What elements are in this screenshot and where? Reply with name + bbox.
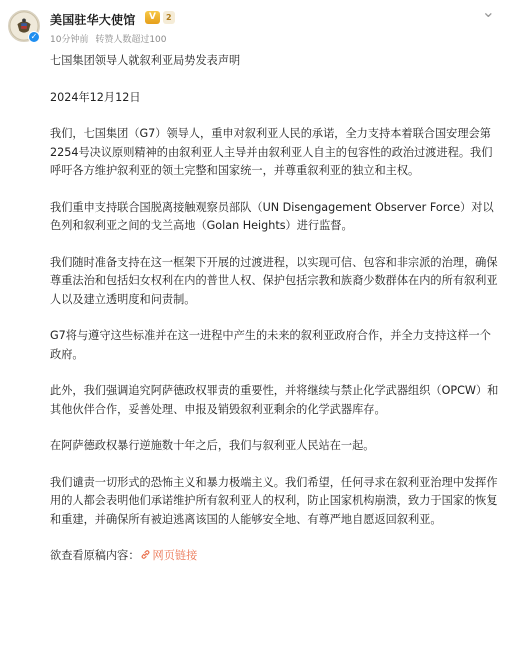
paragraph: 我们重申支持联合国脱离接触观察员部队（UN Disengagement Observer Force）对以色列和叙利亚之间的戈兰高地（Golan Heights）进行监督。: [50, 200, 494, 232]
user-badge[interactable]: [145, 11, 175, 24]
post-date: 2024年12月12日: [50, 90, 141, 104]
paragraph: 我们，七国集团（G7）领导人，重申对叙利亚人民的承诺，全力支持本着联合国安理会第2254号决议原则精神的由叙利亚人主导并由叙利亚人自主的包容性的政治过渡进程。我们呼吁各方维护叙利亚的领土完整和国家统一，并尊重叙利亚的独立和主权。: [50, 127, 493, 177]
paragraph: 我们谴责一切形式的恐怖主义和暴力极端主义。我们希望，任何寻求在叙利亚治理中发挥作用的人都会表明他们承诺维护所有叙利亚人的权利，防止国家机构崩溃，致力于国家的恢复和重建，并确保所有被迫逃离该国的人能够安全地、有尊严地自愿返回叙利亚。: [50, 475, 498, 526]
post-title: 七国集团领导人就叙利亚局势发表声明: [50, 54, 241, 67]
post-content: [50, 52, 500, 566]
post-header: [0, 0, 507, 60]
post-time[interactable]: 10分钟前: [50, 35, 89, 45]
link-icon: [140, 549, 151, 560]
source-line: [50, 547, 500, 566]
verified-icon: ✓: [28, 31, 40, 43]
post-meta: [50, 32, 171, 45]
paragraph: 我们随时准备支持在这一框架下开展的过渡进程，以实现可信、包容和非宗派的治理，确保尊重法治和包括妇女权利在内的普世人权、保护包括宗教和族裔少数群体在内的所有叙利亚人以及建立透明度和问责制。: [50, 255, 498, 306]
level-badge: 2: [163, 11, 175, 24]
paragraph: 此外，我们强调追究阿萨德政权罪责的重要性，并将继续与禁止化学武器组织（OPCW）和其他伙伴合作，妥善处理、申报及销毁叙利亚剩余的化学武器库存。: [50, 384, 499, 416]
source-prefix: 欲查看原稿内容：: [50, 549, 140, 562]
repost-count: 转赞人数超过100: [95, 35, 167, 45]
paragraph: G7将与遵守这些标准并在这一进程中产生的未来的叙利亚政府合作，并全力支持这样一个政府。: [50, 329, 491, 361]
vip-badge-icon: V: [145, 11, 160, 24]
paragraph: 在阿萨德政权暴行逆施数十年之后，我们与叙利亚人民站在一起。: [50, 439, 375, 452]
author-name[interactable]: 美国驻华大使馆: [50, 13, 136, 27]
web-link[interactable]: [140, 549, 198, 562]
web-link-label: 网页链接: [152, 549, 198, 562]
chevron-down-icon[interactable]: ⌄: [481, 2, 495, 21]
